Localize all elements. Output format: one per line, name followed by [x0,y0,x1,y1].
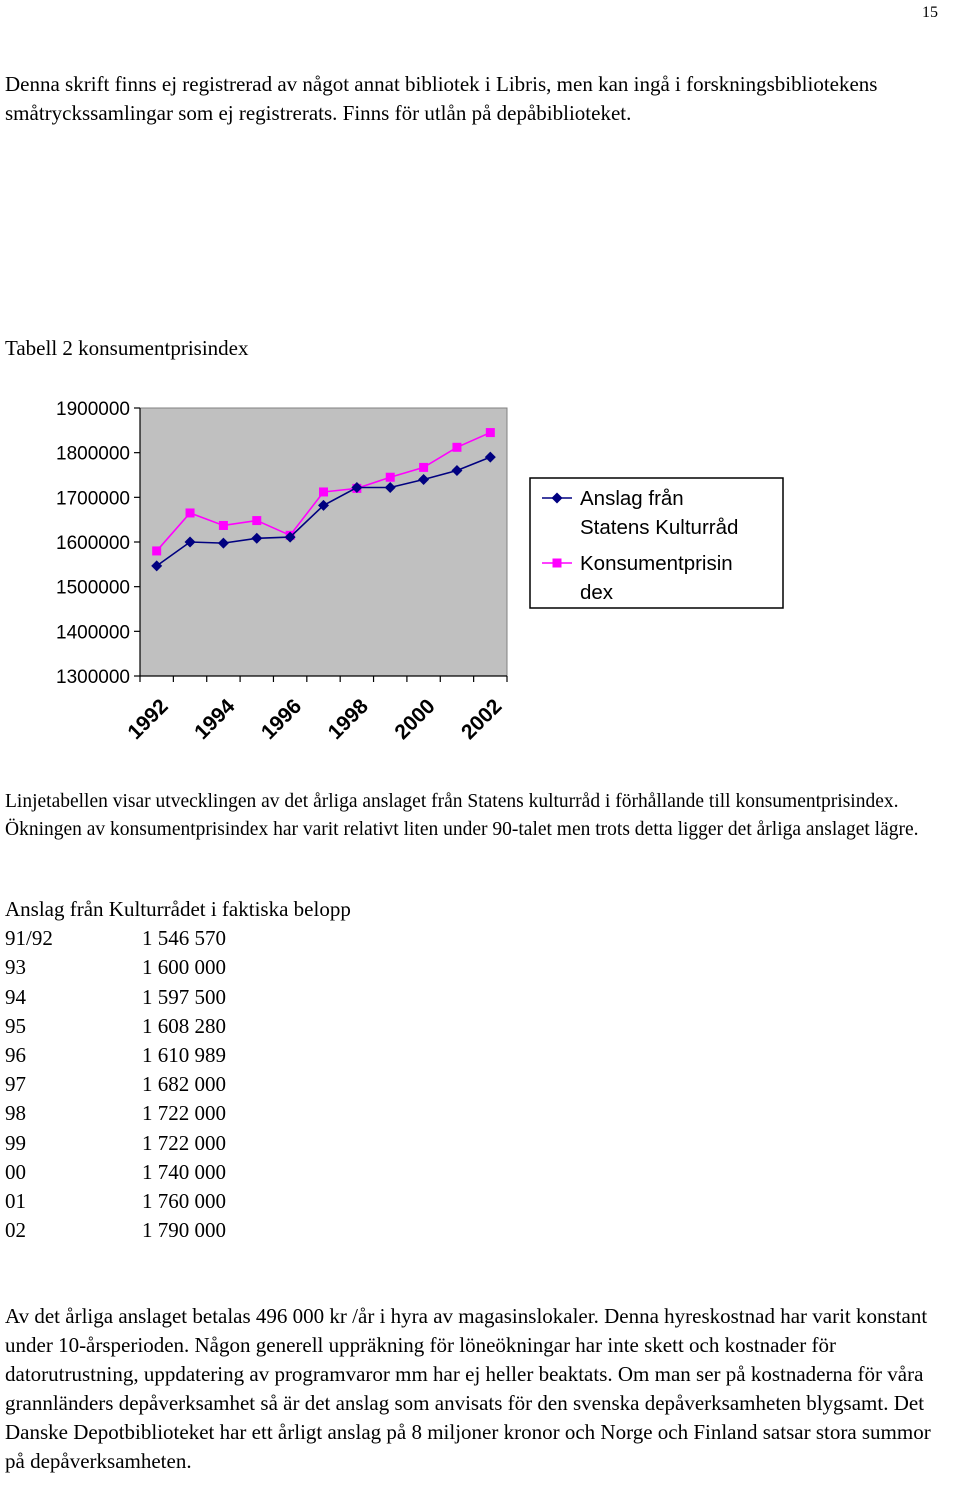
closing-paragraph: Av det årliga anslaget betalas 496 000 kr /år i hyra av magasinslokaler. Denna hyreskostnad har varit konstant under 10-årsperioden. Någon generell uppräkning för löneökningar har inte skett och kostnader för datorutrustning, uppdatering av programvaror mm har ej heller beaktats. Om man ser på kostnaderna för våra grannländers depåverksamhet så är det anslag som anvisats för den svenska depåverksamheten blygsamt. Det Danske Depotbiblioteket har ett årligt anslag på 8 miljoner kronor och Norge och Finland satsar stora summor på depåverksamheten. [5,1304,931,1473]
amount-table [5,895,351,1245]
x-tick-label: 2002 [457,694,507,745]
series-point-square [319,487,328,496]
legend-label: Konsumentprisin [580,552,733,575]
table-row [5,1070,351,1099]
x-tick-label: 1996 [256,694,307,745]
table-year-cell: 93 [5,955,26,980]
table-amount-cell: 1 722 000 [142,1101,226,1126]
table-amount-cell: 1 597 500 [142,984,226,1009]
y-tick-label: 1800000 [56,443,130,465]
table-year-cell: 95 [5,1013,26,1038]
y-tick-label: 1900000 [56,399,130,420]
series-point-square [186,508,195,517]
chart-caption: Linjetabellen visar utvecklingen av det årliga anslaget från Statens kulturråd i förhållande till konsumentprisindex. Ökningen av konsumentprisindex har varit relativt liten under 90-talet men trots detta ligger det årliga anslaget lägre. [5,791,919,840]
legend-label: Anslag från [580,487,684,510]
x-tick-label: 1992 [123,694,173,745]
y-tick-label: 1500000 [56,577,130,599]
table-row [5,983,351,1012]
table-rows [5,924,351,1245]
table-row [5,1099,351,1128]
x-tick-label: 2000 [390,694,440,745]
legend-label: dex [580,581,614,604]
table-row [5,1187,351,1216]
x-tick-label: 1998 [323,694,373,745]
intro-paragraph: Denna skrift finns ej registrerad av något annat bibliotek i Libris, men kan ingå i forskningsbibliotekens småtryckssamlingar som ej registrerats. Finns för utlån på depåbiblioteket. [5,72,878,125]
table-row [5,924,351,953]
line-chart [0,380,960,780]
legend-marker-square [553,559,562,568]
table-year-cell: 94 [5,984,26,1009]
table-year-cell: 91/92 [5,926,53,951]
table-row [5,1158,351,1187]
table-amount-cell: 1 600 000 [142,955,226,980]
table-row [5,1012,351,1041]
series-point-square [486,428,495,437]
series-point-square [252,516,261,525]
legend-label: Statens Kulturråd [580,516,739,539]
table-amount-cell: 1 790 000 [142,1218,226,1243]
y-tick-label: 1700000 [56,488,130,510]
table-amount-cell: 1 608 280 [142,1013,226,1038]
chart-title: Tabell 2 konsumentprisindex [5,336,249,360]
table-title: Anslag från Kulturrådet i faktiska belopp [5,897,351,921]
series-point-square [386,473,395,482]
table-amount-cell: 1 740 000 [142,1159,226,1184]
table-row [5,953,351,982]
table-row [5,1041,351,1070]
table-year-cell: 99 [5,1130,26,1155]
table-amount-cell: 1 546 570 [142,926,226,951]
page-number: 15 [922,4,938,21]
table-amount-cell: 1 610 989 [142,1043,226,1068]
series-point-square [419,463,428,472]
series-point-square [152,546,161,555]
table-row [5,1129,351,1158]
table-year-cell: 98 [5,1101,26,1126]
table-amount-cell: 1 760 000 [142,1189,226,1214]
y-tick-label: 1400000 [56,622,130,644]
table-year-cell: 01 [5,1189,26,1214]
series-point-square [219,521,228,530]
table-year-cell: 02 [5,1218,26,1243]
table-year-cell: 97 [5,1072,26,1097]
y-tick-label: 1600000 [56,533,130,554]
y-tick-label: 1300000 [56,667,130,688]
table-row [5,1216,351,1245]
x-tick-label: 1994 [190,694,240,745]
table-amount-cell: 1 682 000 [142,1072,226,1097]
table-amount-cell: 1 722 000 [142,1130,226,1155]
table-year-cell: 96 [5,1043,26,1068]
table-year-cell: 00 [5,1159,26,1184]
series-point-square [452,443,461,452]
